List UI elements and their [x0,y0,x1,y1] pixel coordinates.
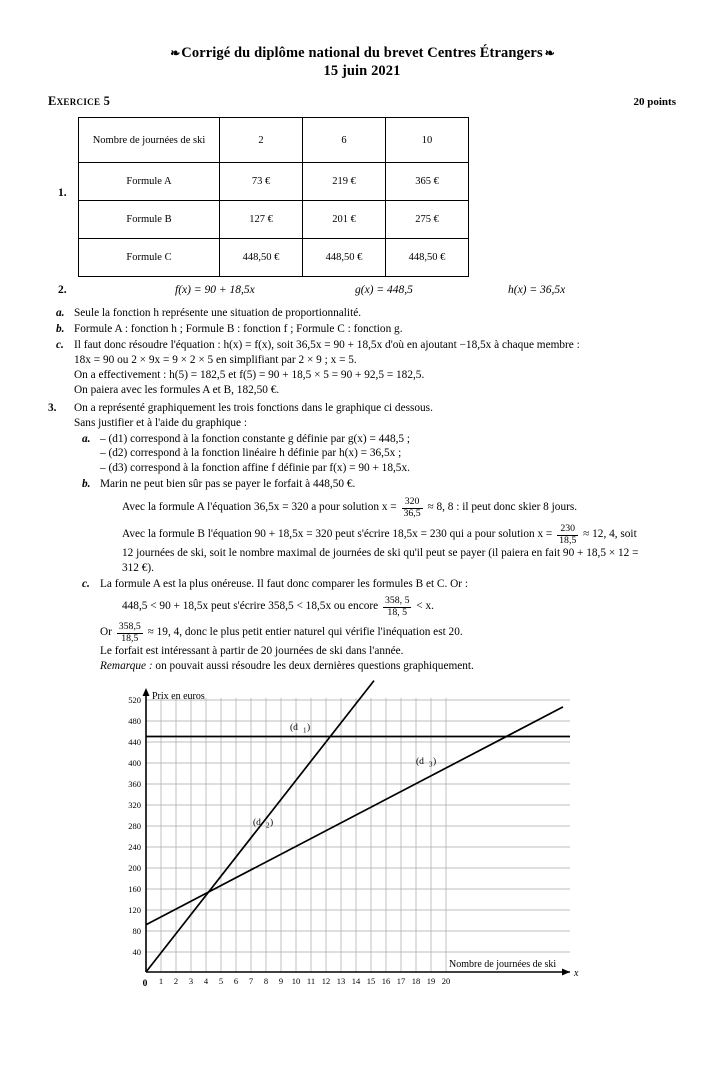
item-2b [48,322,676,337]
label-d2-close: ) [270,818,274,829]
svg-text:10: 10 [291,976,301,987]
table-row [79,239,469,277]
svg-text:13: 13 [336,976,346,987]
table-cell: 275 € [386,201,469,239]
table-cell: 448,50 € [220,239,303,277]
graph-block [0,680,724,1010]
svg-text:40: 40 [132,947,141,958]
svg-text:6: 6 [233,976,239,987]
grid-lines [146,698,570,972]
x-axis-label: Nombre de journées de ski [449,959,557,971]
item-3a-line1: – (d1) correspond à la fonction constante g définie par g(x) = 448,5 ; [100,432,411,445]
item-3a-line2: – (d2) correspond à la fonction linéaire h définie par h(x) = 36,5x ; [100,447,402,460]
table-cell: 201 € [303,201,386,239]
svg-text:7: 7 [248,976,254,987]
svg-text:320: 320 [128,800,141,811]
item-marker: b. [82,478,91,491]
table-cell: 448,50 € [303,239,386,277]
item-2c [48,338,676,398]
item-3b-line5: 312 €). [122,562,155,575]
item-3b-line2 [100,497,676,519]
decoration-icon: ❧ [542,46,554,61]
question-number-3: 3. [48,401,57,414]
item-3b-line3-pre: Avec la formule B l'équation 90 + 18,5x = 320 peut s'écrire 18,5x = 230 qui a pour solution x = [122,528,553,541]
svg-text:200: 200 [128,863,141,874]
axes [146,690,570,972]
item-marker: a. [82,432,91,445]
svg-text:160: 160 [128,884,141,895]
svg-text:2: 2 [173,976,179,987]
table-cell: Formule C [79,239,220,277]
svg-text:15: 15 [366,976,376,987]
item-3c-line2 [100,596,676,618]
page-footer [0,1063,724,1068]
item-3b-line3 [100,524,676,546]
item-2c-line2: 18x = 90 ou 2 × 9x = 9 × 2 × 5 en simplifiant par 2 × 9 ; x = 5. [74,353,357,366]
table-header-cell: 6 [303,118,386,163]
table-header-cell: 2 [220,118,303,163]
svg-text:16: 16 [381,976,391,987]
fraction-358-5-18-5: $\frac{358, 5}{18, 5}$ [384,595,410,618]
item-marker: c. [56,339,64,352]
table-block [0,117,724,277]
item-3a [74,432,676,477]
exercise-label: Exercice 5 [48,94,111,109]
svg-text:4: 4 [203,976,209,987]
fraction-358-5-18-5-b: $\frac{358,5}{18,5}$ [118,621,141,644]
y-axis-arrow [143,688,150,696]
svg-text:8: 8 [263,976,269,987]
table-cell: 219 € [303,163,386,201]
table-cell: Formule A [79,163,220,201]
item-3b-line1: Marin ne peut bien sûr pas se payer le forfait à 448,50 €. [100,478,356,491]
svg-text:1: 1 [158,976,164,987]
label-d2: (d [253,818,261,829]
svg-text:5: 5 [218,976,224,987]
exercise-header [48,94,676,109]
svg-text:12: 12 [321,976,331,987]
document-body [48,306,676,674]
question-3-intro-2: Sans justifier et à l'aide du graphique : [74,416,248,429]
item-3b-line2-pre: Avec la formule A l'équation 36,5x = 320 a pour solution x = [122,501,397,514]
svg-text:9: 9 [278,976,284,987]
item-3c-line3-pre: Or [100,626,112,639]
question-number-1: 1. [58,187,67,200]
item-marker: a. [56,307,65,320]
svg-text:440: 440 [128,737,141,748]
svg-text:3: 3 [188,976,194,987]
item-3c-line1: La formule A est la plus onéreuse. Il faut donc comparer les formules B et C. Or : [100,578,468,591]
label-d3-sub: 3 [429,760,433,769]
remark-line [100,659,676,674]
label-d1-sub: 1 [303,726,307,735]
y-axis-label: Prix en euros [152,691,205,703]
svg-text:14: 14 [351,976,361,987]
question-2-formulas [0,284,724,302]
item-2c-line3: On a effectivement : h(5) = 182,5 et f(5) = 90 + 18,5 × 5 = 90 + 92,5 = 182,5. [74,368,425,381]
svg-text:360: 360 [128,779,141,790]
x-axis-arrow [562,969,570,976]
item-3c-line2-post: < x. [416,600,434,613]
table-cell: 127 € [220,201,303,239]
svg-text:80: 80 [132,926,141,937]
remark-text: on pouvait aussi résoudre les deux dernières questions graphiquement. [152,660,474,673]
item-text: Seule la fonction h représente une situation de proportionnalité. [74,307,362,320]
svg-text:20: 20 [441,976,451,987]
svg-text:19: 19 [426,976,436,987]
table-cell: Formule B [79,201,220,239]
fraction-320-36-5: $\frac{320}{36,5}$ [403,496,421,519]
question-number-2: 2. [58,284,67,297]
document-page [0,44,724,1068]
table-row [79,118,469,163]
formula-g: g(x) = 448,5 [355,284,413,297]
line-d3 [146,707,563,925]
table-header-cell: Nombre de journées de ski [79,118,220,163]
item-3c-line3-post: ≈ 19, 4, donc le plus petit entier naturel qui vérifie l'inéquation est 20. [147,626,463,639]
formula-f: f(x) = 90 + 18,5x [175,284,255,297]
label-d3: (d [416,757,424,768]
item-marker: b. [56,323,65,336]
origin-label: 0 [142,979,148,990]
item-3b-line3-post: ≈ 12, 4, soit [583,528,637,541]
remark-label: Remarque : [100,660,153,673]
item-3a-line3: – (d3) correspond à la fonction affine f définie par f(x) = 90 + 18,5x. [100,462,410,475]
item-3c [74,577,676,674]
item-3c-line4: Le forfait est intéressant à partir de 20 journées de ski dans l'année. [100,645,404,658]
item-3c-line3 [100,622,676,644]
formula-h: h(x) = 36,5x [508,284,566,297]
svg-text:18: 18 [411,976,421,987]
label-d2-sub: 2 [266,821,270,830]
table-row [79,163,469,201]
item-text: Il faut donc résoudre l'équation : h(x) = f(x), soit 36,5x = 90 + 18,5x d'où en ajoutant −18,5x à chaque membre : [74,339,580,352]
fraction-230-18-5: $\frac{230}{18,5}$ [559,523,577,546]
question-3 [48,401,676,675]
label-d1: (d [290,723,298,734]
x-tick-labels [159,976,450,986]
points-label: 20 points [633,96,676,109]
item-3b-line4: 12 journées de ski, soit le nombre maximal de journées de ski qu'il peut se payer (il paiera en fait 90 + 18,5 × 12 = [122,547,639,560]
item-3b [74,477,676,576]
label-d1-close: ) [307,723,311,734]
page-title [40,44,684,80]
svg-text:400: 400 [128,758,141,769]
svg-text:480: 480 [128,716,141,727]
item-3c-line2-pre: 448,5 < 90 + 18,5x peut s'écrire 358,5 < 18,5x ou encore [122,600,379,613]
decoration-icon: ❧ [170,46,182,61]
table-row [79,201,469,239]
x-axis-symbol: x [574,968,579,980]
table-cell: 365 € [386,163,469,201]
table-cell: 448,50 € [386,239,469,277]
svg-text:240: 240 [128,842,141,853]
svg-text:520: 520 [128,695,141,706]
table-cell: 73 € [220,163,303,201]
svg-text:280: 280 [128,821,141,832]
svg-text:120: 120 [128,905,141,916]
functions-graph [0,680,724,1010]
title-line-2: 15 juin 2021 [323,63,401,80]
y-tick-labels [128,695,141,957]
ski-price-table [78,117,469,277]
item-marker: c. [82,578,90,591]
title-line-1: Corrigé du diplôme national du brevet Centres Étrangers [181,45,543,61]
item-3b-line2-post: ≈ 8, 8 : il peut donc skier 8 jours. [427,501,578,514]
svg-text:17: 17 [396,976,406,987]
item-text: Formule A : fonction h ; Formule B : fonction f ; Formule C : fonction g. [74,323,403,336]
svg-text:11: 11 [306,976,316,987]
item-2c-line4: On paiera avec les formules A et B, 182,50 €. [74,383,280,396]
table-header-cell: 10 [386,118,469,163]
question-3-intro-1: On a représenté graphiquement les trois fonctions dans le graphique ci dessous. [74,401,433,414]
item-2a [48,306,676,321]
label-d3-close: ) [433,757,437,768]
